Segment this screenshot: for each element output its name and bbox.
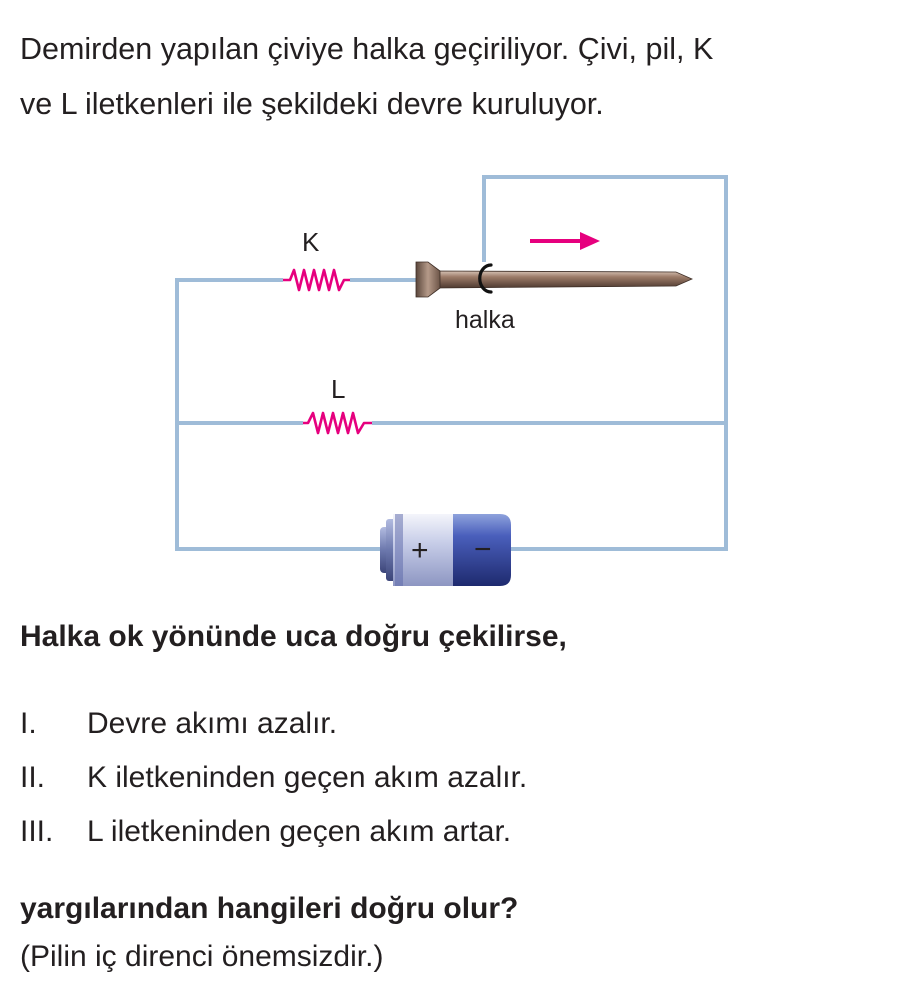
question-ask: yargılarından hangileri doğru olur? [20,892,519,925]
wire-ring-loop [484,177,726,549]
battery [380,514,511,586]
battery-minus-sign: − [474,533,492,566]
battery-plus-sign: + [411,534,429,567]
question-note: (Pilin iç direnci önemsizdir.) [20,940,384,973]
intro-line-2: ve L iletkenleri ile şekildeki devre kuruluyor. [20,87,604,121]
arrow-icon [530,232,600,250]
label-l: L [331,374,346,404]
statement-list [20,697,527,859]
resistor-l [303,413,372,433]
statement-text: L iletkeninden geçen akım artar. [87,815,512,848]
statement-item [20,697,527,751]
label-ring: halka [455,306,515,334]
statement-item [20,751,527,805]
question-prompt: Halka ok yönünde uca doğru çekilirse, [20,620,567,653]
statement-number: II. [20,761,46,794]
statement-text: K iletkeninden geçen akım azalır. [87,761,528,794]
iron-nail [416,262,692,297]
resistor-k [283,270,350,290]
circuit-wires [177,177,726,549]
statement-number: III. [20,815,54,848]
label-k: K [302,227,320,257]
intro-line-1: Demirden yapılan çiviye halka geçiriliyor. Çivi, pil, K [20,32,714,66]
statement-item [20,805,527,859]
statement-text: Devre akımı azalır. [87,707,338,740]
statement-number: I. [20,707,37,740]
